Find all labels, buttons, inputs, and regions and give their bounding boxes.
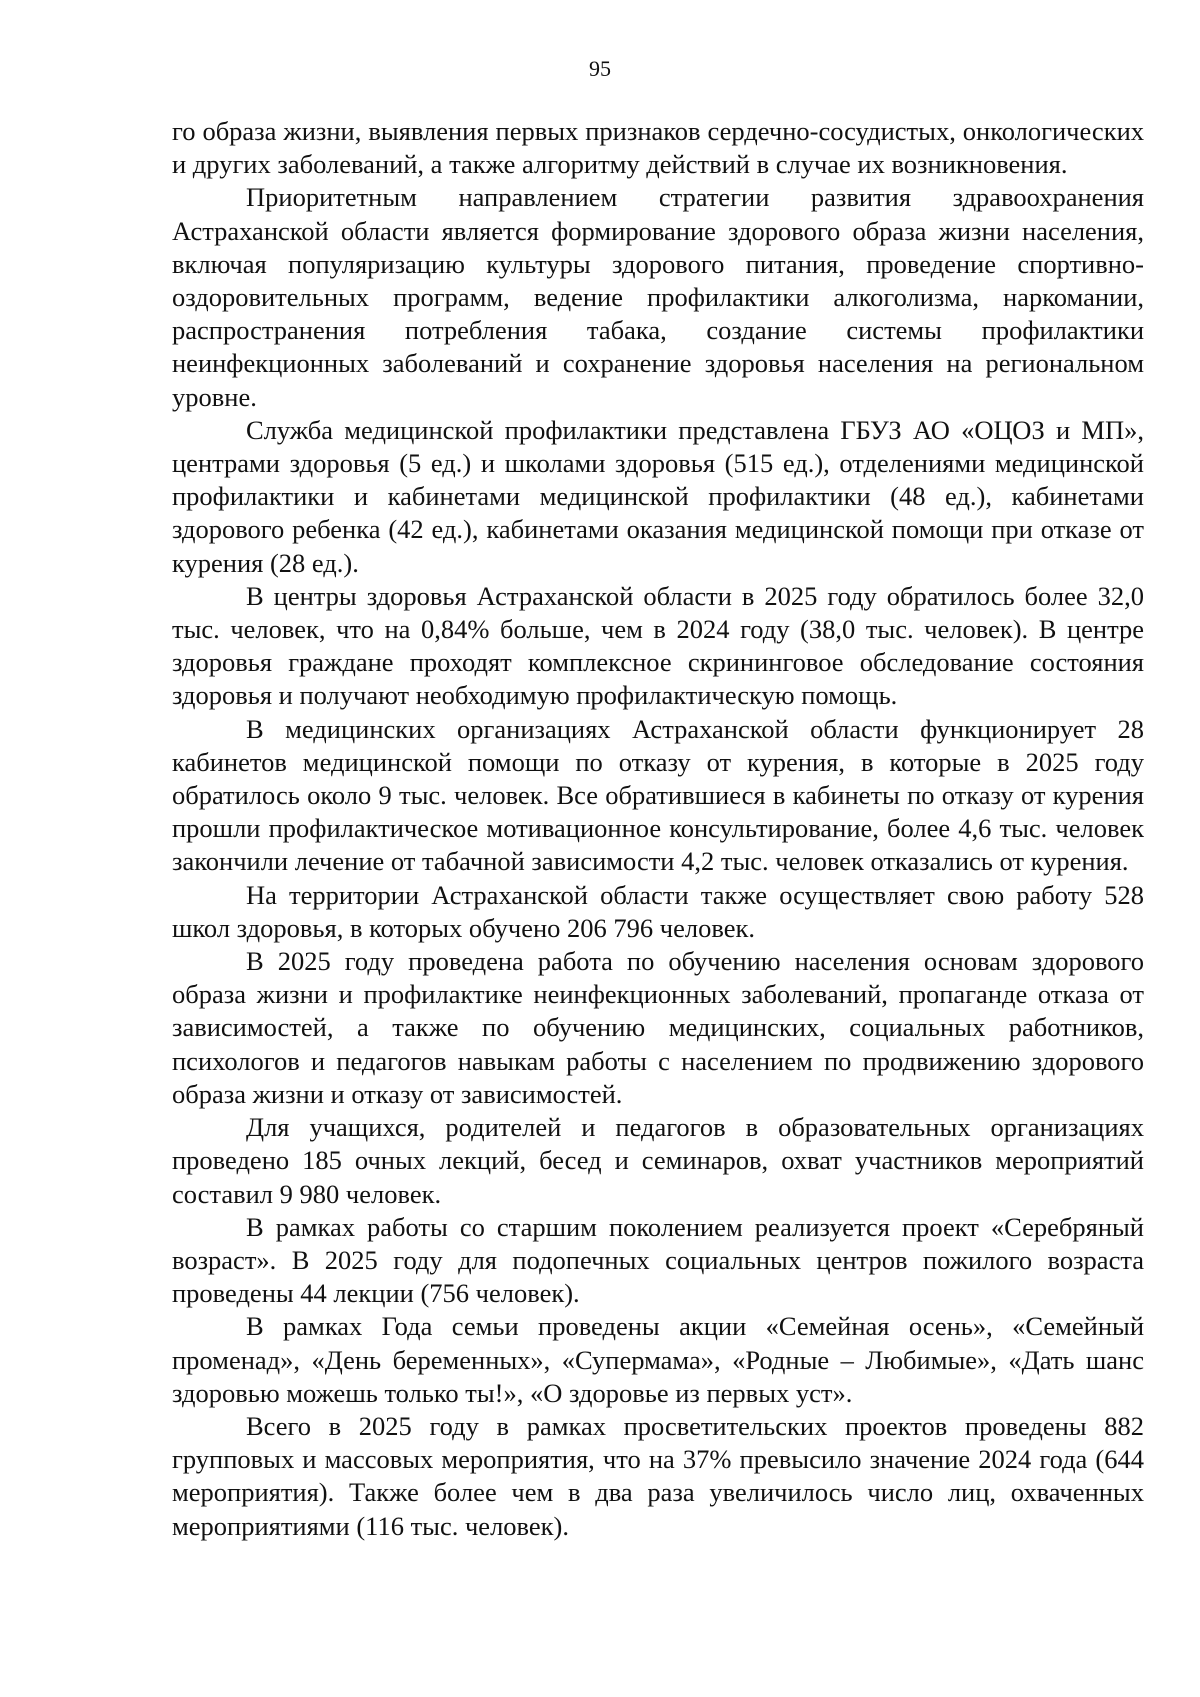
paragraph-smoking-cessation: В медицинских организациях Астраханской области функционирует 28 кабинетов медицинской помощи по отказу от курения, в которые в 2025 году обратилось около 9 тыс. человек. Все обратившиеся в кабинеты по отказу от курения прошли профилактическое мотивационное консультирование, более 4,6 тыс. человек закончили лечение от табачной зависимости 4,2 тыс. человек отказались от курения. — [172, 713, 1144, 877]
paragraph-health-schools: На территории Астраханской области также осуществляет свою работу 528 школ здоровья, в которых обучено 206 796 человек. — [172, 879, 1144, 943]
paragraph-totals: Всего в 2025 году в рамках просветительских проектов проведены 882 групповых и массовых мероприятия, что на 37% превысило значение 2024 года (644 мероприятия). Также более чем в два раза увеличилось число лиц, охваченных мероприятиями (116 тыс. человек). — [172, 1410, 1144, 1541]
paragraph-family-year: В рамках Года семьи проведены акции «Семейная осень», «Семейный променад», «День беременных», «Супермама», «Родные – Любимые», «Дать шанс здоровью можешь только ты!», «О здоровье из первых уст». — [172, 1311, 1144, 1408]
page-number: 95 — [589, 56, 611, 81]
paragraph-continuation: го образа жизни, выявления первых признаков сердечно-сосудистых, онкологических и других заболеваний, а также алгоритму действий в случае их возникновения. — [172, 116, 1144, 180]
paragraph-prevention-service: Служба медицинской профилактики представлена ГБУЗ АО «ОЦОЗ и МП», центрами здоровья (5 ед.) и школами здоровья (515 ед.), отделениями медицинской профилактики и кабинетами медицинской профилактики (48 ед.), кабинетами здорового ребенка (42 ед.), кабинетами оказания медицинской помощи при отказе от курения (28 ед.). — [172, 414, 1144, 578]
paragraph-education-work: В 2025 году проведена работа по обучению населения основам здорового образа жизни и профилактике неинфекционных заболеваний, пропаганде отказа от зависимостей, а также по обучению медицинских, социальных работников, психологов и педагогов навыкам работы с населением по продвижению здорового образа жизни и отказу от зависимостей. — [172, 946, 1144, 1109]
paragraph-strategy-priority: Приоритетным направлением стратегии развития здравоохранения Астраханской области является формирование здорового образа жизни населения, включая популяризацию культуры здорового питания, проведение спортивно-оздоровительных программ, ведение профилактики алкоголизма, наркомании, распространения потребления табака, создание системы профилактики неинфекционных заболеваний и сохранение здоровья населения на региональном уровне. — [172, 182, 1144, 412]
paragraph-silver-age: В рамках работы со старшим поколением реализуется проект «Серебряный возраст». В 2025 году для подопечных социальных центров пожилого возраста проведены 44 лекции (756 человек). — [172, 1211, 1144, 1309]
paragraph-school-lectures: Для учащихся, родителей и педагогов в образовательных организациях проведено 185 очных лекций, бесед и семинаров, охват участников мероприятий составил 9 980 человек. — [172, 1112, 1144, 1209]
body-text — [172, 115, 1144, 1543]
paragraph-health-centers: В центры здоровья Астраханской области в 2025 году обратилось более 32,0 тыс. человек, что на 0,84% больше, чем в 2024 году (38,0 тыс. человек). В центре здоровья граждане проходят комплексное скрининговое обследование состояния здоровья и получают необходимую профилактическую помощь. — [172, 580, 1144, 711]
